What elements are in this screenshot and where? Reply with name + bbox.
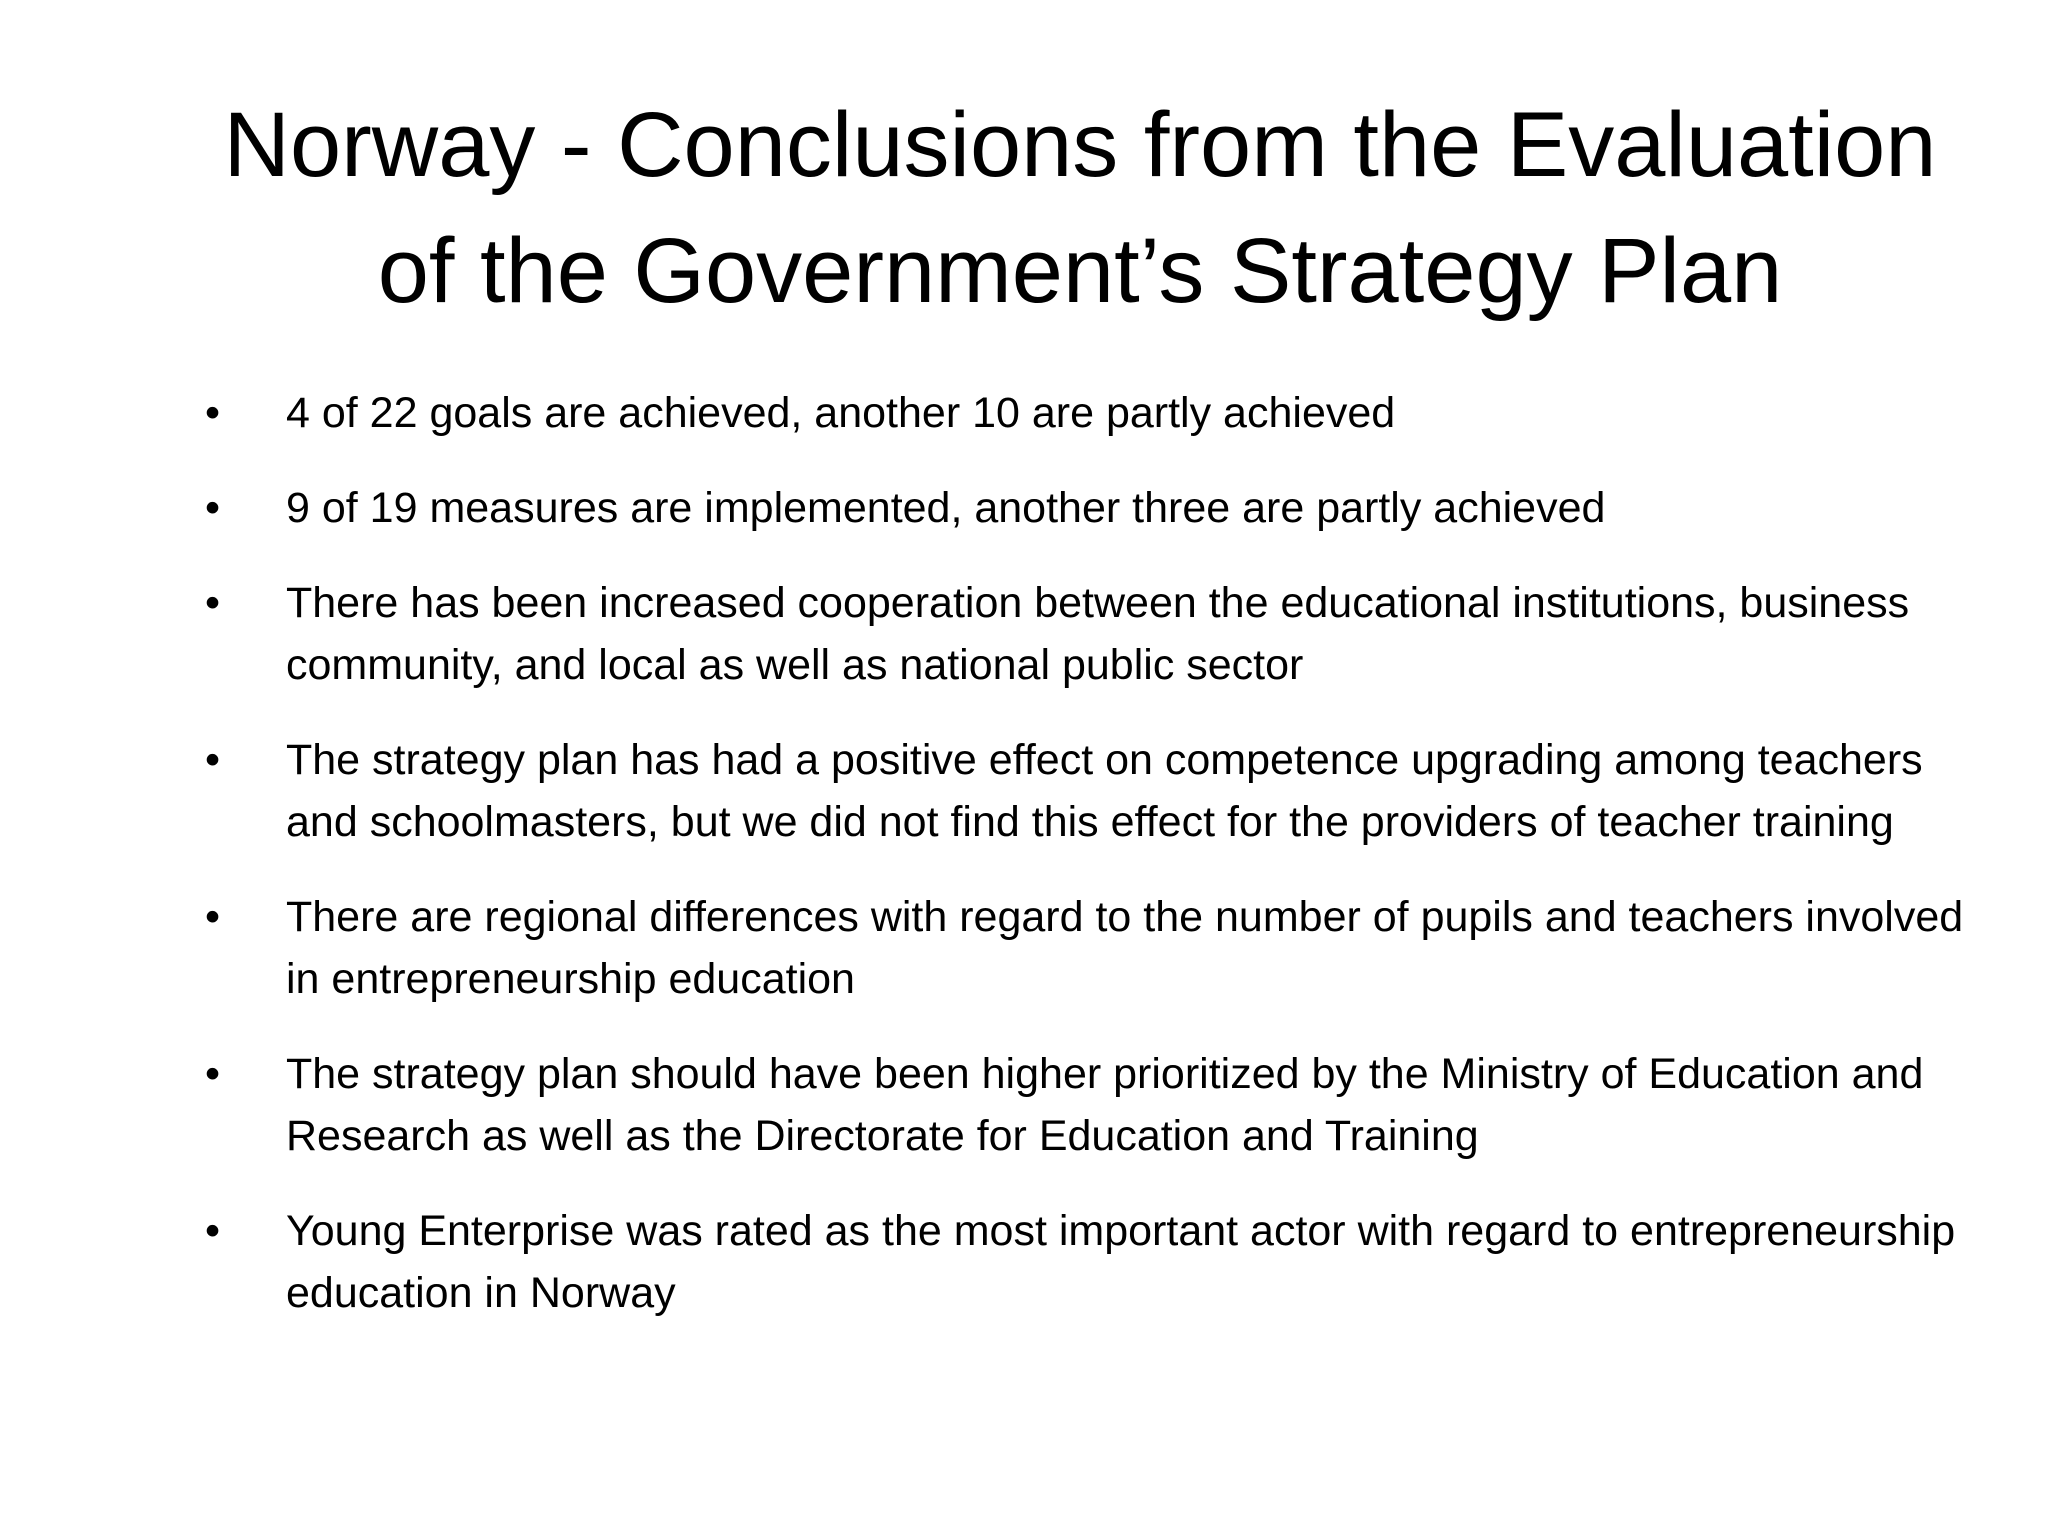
bullet-text: Young Enterprise was rated as the most important actor with regard to entrepreneurship education in Norway: [286, 1207, 1956, 1317]
bullet-item: [205, 382, 1995, 444]
bullet-marker-icon: •: [205, 484, 221, 532]
bullet-marker-icon: •: [205, 1050, 221, 1098]
bullet-marker-icon: •: [205, 579, 221, 627]
slide-title-line-1: Norway - Conclusions from the Evaluation: [223, 94, 1937, 196]
bullet-item: [205, 1043, 1995, 1167]
bullet-text: 4 of 22 goals are achieved, another 10 are partly achieved: [286, 389, 1396, 437]
bullet-item: [205, 1200, 1995, 1324]
bullet-marker-icon: •: [205, 1207, 221, 1255]
bullet-item: [205, 477, 1995, 539]
bullet-text: 9 of 19 measures are implemented, another three are partly achieved: [286, 484, 1606, 532]
bullet-text: The strategy plan has had a positive effect on competence upgrading among teachers and schoolmasters, but we did not find this effect for the providers of teacher training: [286, 736, 1923, 846]
slide-title-line-2: of the Government’s Strategy Plan: [377, 220, 1783, 322]
bullet-marker-icon: •: [205, 389, 221, 437]
bullet-list: [205, 382, 1995, 1357]
bullet-text: There has been increased cooperation between the educational institutions, business community, and local as well as national public sector: [286, 579, 1910, 689]
bullet-text: There are regional differences with regard to the number of pupils and teachers involved in entrepreneurship education: [286, 893, 1964, 1003]
bullet-item: [205, 572, 1995, 696]
slide-title: [150, 82, 2010, 334]
bullet-item: [205, 886, 1995, 1010]
bullet-marker-icon: •: [205, 893, 221, 941]
bullet-text: The strategy plan should have been higher prioritized by the Ministry of Education and Research as well as the Directorate for Education and Training: [286, 1050, 1924, 1160]
bullet-item: [205, 729, 1995, 853]
bullet-marker-icon: •: [205, 736, 221, 784]
